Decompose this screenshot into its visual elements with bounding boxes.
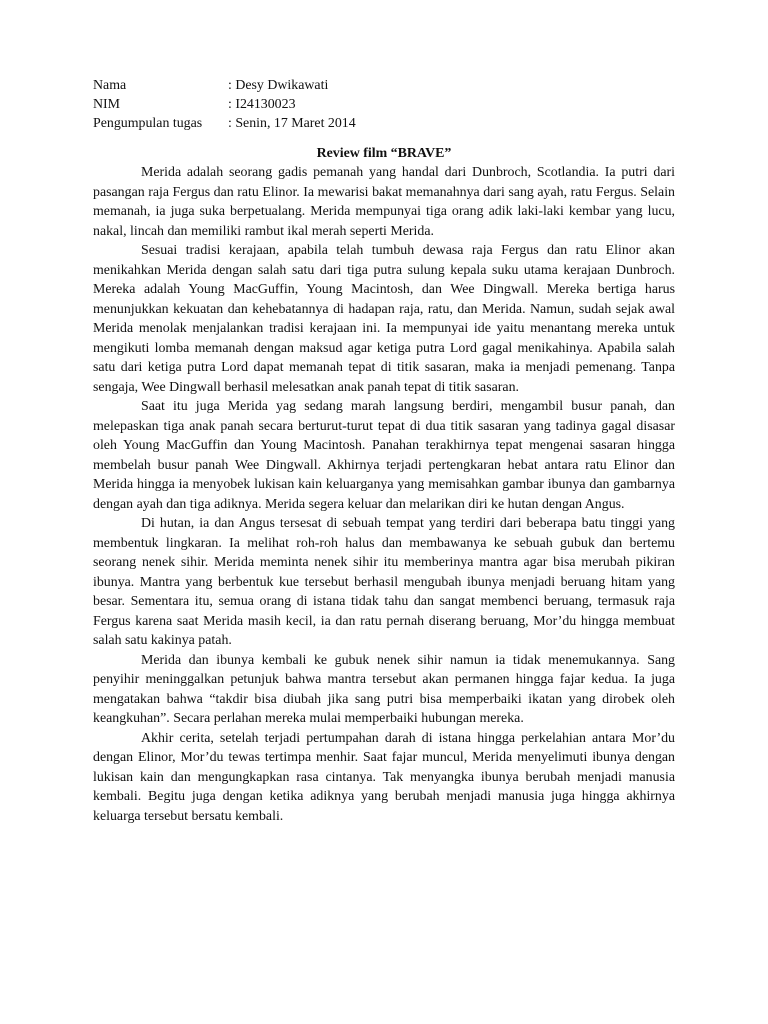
paragraph: Sesuai tradisi kerajaan, apabila telah tumbuh dewasa raja Fergus dan ratu Elinor akan menikahkan Merida dengan salah satu dari tiga putra sulung kepala suku utama kerajaan Dunbroch. Mereka adalah Young MacGuffin, Young Macintosh, dan Wee Dingwall. Mereka bertiga harus menunjukkan kekuatan dan kehebatannya di hadapan raja, ratu, dan Merida. Namun, sudah sejak awal Merida menolak menjalankan tradisi kerajaan ini. Ia mempunyai ide yaitu menantang mereka untuk mengikuti lomba memanah dengan maksud agar ketiga putra Lord gagal menikahinya. Apabila salah satu dari ketiga putra Lord dapat memanah tepat di titik sasaran, maka ia menjadi pemenang. Tanpa sengaja, Wee Dingwall berhasil melesatkan anak panah tepat di titik sasaran. [93,243,675,395]
review-body [93,163,675,826]
pengumpulan-row [93,114,356,133]
pengumpulan-value: : Senin, 17 Maret 2014 [228,116,356,131]
paragraph: Saat itu juga Merida yag sedang marah langsung berdiri, mengambil busur panah, dan melepaskan tiga anak panah secara berturut-turut tepat di dua titik sasaran yang tadinya gagal disasar oleh Young MacGuffin dan Young Macintosh. Panahan terakhirnya tepat mengenai sasaran hingga membelah busur panah Wee Dingwall. Akhirnya terjadi pertengkaran hebat antara ratu Elinor dan Merida hingga ia menyobek lukisan kain keluarganya yang memisahkan gambar ibunya dan gambarnya dengan ayah dan tiga adiknya. Merida segera keluar dan melarikan diri ke hutan dengan Angus. [93,399,675,512]
document-page [93,76,675,826]
document-title: Review film “BRAVE” [316,146,452,161]
nim-value: : I24130023 [228,97,296,112]
paragraph: Merida dan ibunya kembali ke gubuk nenek sihir namun ia tidak menemukannya. Sang penyihir meninggalkan petunjuk bahwa mantra tersebut akan permanen hingga fajar kedua. Ia juga mengatakan bahwa “takdir bisa diubah jika sang putri bisa memperbaiki ikatan yang dirobek oleh keangkuhan”. Secara perlahan mereka mulai memperbaiki hubungan mereka. [93,652,675,726]
nim-row [93,95,356,114]
paragraph: Akhir cerita, setelah terjadi pertumpahan darah di istana hingga perkelahian antara Mor’du dengan Elinor, Mor’du tewas tertimpa menhir. Saat fajar muncul, Merida menyelimuti ibunya dengan lukisan kain dan mengungkapkan rasa cintanya. Tak menyangka ibunya berubah menjadi manusia kembali. Begitu juga dengan ketika adiknya yang berubah menjadi manusia juga hingga akhirnya keluarga tersebut bersatu kembali. [93,730,675,824]
nama-label: Nama [93,78,127,93]
nim-label: NIM [93,97,121,112]
student-info-table [93,76,356,133]
nama-value: : Desy Dwikawati [228,78,329,93]
nama-row [93,76,356,95]
paragraph: Merida adalah seorang gadis pemanah yang handal dari Dunbroch, Scotlandia. Ia putri dari pasangan raja Fergus dan ratu Elinor. Ia mewarisi bakat memanahnya dari sang ayah, ratu Fergus. Selain memanah, ia juga suka berpetualang. Merida mempunyai tiga orang adik laki-laki kembar yang lucu, nakal, lincah dan memiliki rambut ikal merah seperti Merida. [93,165,675,239]
pengumpulan-label: Pengumpulan tugas [93,116,203,131]
paragraph: Di hutan, ia dan Angus tersesat di sebuah tempat yang terdiri dari beberapa batu tinggi yang membentuk lingkaran. Ia melihat roh-roh halus dan membawanya ke sebuah gubuk dan bertemu seorang nenek sihir. Merida meminta nenek sihir itu memberinya mantra agar bisa merubah pikiran ibunya. Mantra yang berbentuk kue tersebut berhasil mengubah ibunya menjadi beruang hitam yang besar. Sementara itu, semua orang di istana tidak tahu dan sangat membenci beruang, termasuk raja Fergus karena saat Merida masih kecil, ia dan ratu pernah diserang beruang, Mor’du hingga membuat salah satu kakinya patah. [93,516,675,648]
